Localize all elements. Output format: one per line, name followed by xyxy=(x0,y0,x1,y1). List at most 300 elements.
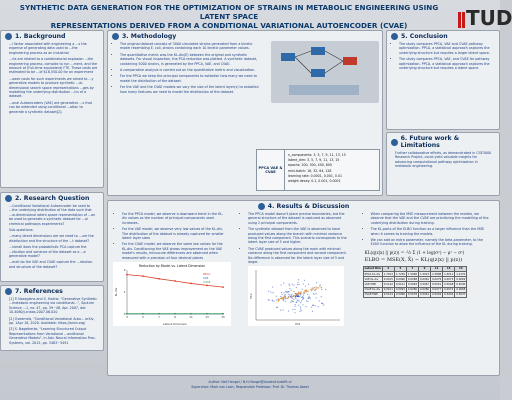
scatter-point xyxy=(295,296,296,297)
scatter-point xyxy=(325,289,326,290)
paragraph: ...rts are related to a combinatorial explosion ...the engineering process, complex to run ...ment, and the amount of (Full-time equivalent) FTE. These costs are estimated to be ...of $18,550.00 for an experiment xyxy=(9,57,98,75)
data-point xyxy=(190,313,192,315)
scatter-point xyxy=(293,299,294,300)
paragraph: Further collaborative efforts, as demonstrated in CSE3000 Research Project, could yield valuable insights for advancing computational pathway optimization in metabolic engineering. xyxy=(395,151,492,169)
scatter-point xyxy=(295,304,296,305)
scatter-point xyxy=(306,301,307,302)
scatter-point xyxy=(273,301,274,302)
table-cell: 1.3011 xyxy=(444,272,454,276)
results-col2-list xyxy=(236,212,353,264)
scatter-point xyxy=(296,287,297,288)
scatter-point xyxy=(268,291,269,292)
scatter-point xyxy=(290,302,291,303)
conclusion-header xyxy=(387,31,499,42)
scatter-point xyxy=(292,284,293,285)
scatter-point xyxy=(298,280,299,281)
table-head: PPCA VAE & CVAE xyxy=(257,150,285,190)
scatter-point xyxy=(319,301,320,302)
scatter-point xyxy=(305,286,306,287)
methodology-section xyxy=(107,30,383,196)
scatter-point xyxy=(319,285,320,286)
x-tick-label: 15 xyxy=(221,315,225,320)
scatter-point xyxy=(299,296,300,297)
references-section xyxy=(0,285,104,351)
table-cell: CVAE KL-div xyxy=(363,287,382,292)
data-point xyxy=(206,313,208,315)
scatter-point xyxy=(302,296,303,297)
result-item: • For the CVAE model, we observe the same low values for the KL-div. Conditioning the VAE shows improvement on the VAE model's results, minuscule differences are observed when measured with a precision of four decimal places xyxy=(122,242,225,260)
scatter-point xyxy=(307,291,308,292)
footer xyxy=(0,380,500,390)
scatter-point xyxy=(312,288,313,289)
table-cell: 0.5061 xyxy=(420,293,430,297)
y-tick-label: 1 xyxy=(123,290,126,295)
scatter-point xyxy=(297,285,298,286)
table-row: epochs: 200, 300, 400, 600 xyxy=(288,163,332,168)
scatter-point xyxy=(306,306,307,307)
table-row: n_components: 3, 5, 7, 9, 11, 13, 15 xyxy=(288,153,346,157)
node xyxy=(311,69,325,77)
x-axis-label: Latent dimension xyxy=(162,322,188,327)
edge xyxy=(325,51,343,61)
scatter-point xyxy=(307,301,308,302)
scatter-point xyxy=(316,293,317,294)
scatter-point xyxy=(303,284,304,285)
scatter-point xyxy=(298,293,299,294)
table-cell: 0.5078 xyxy=(407,293,417,297)
scatter-point xyxy=(303,295,304,296)
column-header: 3 xyxy=(382,266,394,271)
scatter-point xyxy=(319,286,320,287)
section-icon xyxy=(5,288,12,295)
section-icon xyxy=(391,139,398,146)
scatter-point xyxy=(301,301,302,302)
title-line-2: REPRESENTATIONS DERIVED FROM A CONDITIONAL VARIATIONAL AUTOENCODER (CVAE) xyxy=(50,21,408,30)
y-tick-label: 2 xyxy=(123,268,126,273)
table-cell: 0.5083 xyxy=(407,283,417,286)
section-icon xyxy=(5,195,12,202)
scatter-point xyxy=(283,293,284,294)
scatter-point xyxy=(270,292,271,293)
table-row: weight decay: 0.1, 0.001, 0.0001 xyxy=(288,179,341,184)
table-rows xyxy=(285,150,379,190)
scatter-point xyxy=(272,287,273,288)
scatter-point xyxy=(297,294,298,295)
x-tick-label: 13 xyxy=(205,315,209,320)
legend-entry: VAE xyxy=(203,276,209,281)
table-cell: 0.0073 xyxy=(444,277,454,281)
scatter-point xyxy=(288,311,289,312)
data-point xyxy=(190,283,192,285)
table-cell: 0.5051 xyxy=(432,283,442,286)
scatter-point xyxy=(279,299,280,300)
scatter-point xyxy=(283,299,284,300)
scatter-point xyxy=(316,283,317,284)
chart-background xyxy=(113,262,231,326)
scatter-point xyxy=(277,307,278,308)
x-tick-label: 3 xyxy=(126,315,128,320)
scatter-point xyxy=(312,311,313,312)
block xyxy=(289,85,359,95)
scatter-point xyxy=(313,294,314,295)
scatter-point xyxy=(309,297,310,298)
methodology-item: • The quantitative metric was the KL-div(E) between the original and synthetic datasets. For visual inspection, the PCA reduction was plotted. A synthetic dataset, containing 5000 strains, is generated by the PPCA, VAE, and CVAE. xyxy=(120,53,263,66)
scatter-point xyxy=(289,295,290,296)
background-title: 1. Background xyxy=(15,33,66,40)
conclusion-title: 5. Conclusion xyxy=(401,33,448,40)
scatter-point xyxy=(298,305,299,306)
metrics-table xyxy=(363,266,468,298)
scatter-point xyxy=(308,298,309,299)
footer-author: Author: Neli Hangel / N.H.Hangel@student.tudelft.nl xyxy=(208,380,292,384)
background-header xyxy=(1,31,103,42)
scatter-point xyxy=(285,301,286,302)
scatter-point xyxy=(300,307,301,308)
table-cell: CVAE MSE xyxy=(363,292,382,297)
scatter-point xyxy=(296,296,297,297)
scatter-point xyxy=(285,295,286,296)
logo-bar xyxy=(462,12,465,28)
scatter-point xyxy=(304,280,305,281)
result-item: • The KL-parts of the ELBO function as a larger influence than the MSE when it comes to training the models. xyxy=(371,227,492,236)
conclusion-list xyxy=(387,42,499,70)
conclusion-item: • The study compares PPCA, VAE, and CVAE for pathway optimization. PPCA, a statistical approach captures the underlying structure but requires a latent space. xyxy=(399,57,494,70)
scatter-point xyxy=(282,310,283,311)
scatter-point xyxy=(272,301,273,302)
scatter-point xyxy=(303,292,304,293)
results-col-2 xyxy=(236,212,353,330)
column-header: 5 xyxy=(394,266,406,271)
scatter-point xyxy=(276,300,277,301)
result-item: • The CVAE produced values along the main with minimal variance along the first component and second component. No difference is observed for the latent layer size of 5 and larger. xyxy=(248,247,348,265)
scatter-point xyxy=(301,292,302,293)
scatter-point xyxy=(288,297,289,298)
paragraph: ...erall do the VAE and CVAE capture the ...ribution and structure of the dataset? xyxy=(9,260,93,269)
table-cell: 0.0105 xyxy=(383,277,393,281)
scatter-point xyxy=(323,305,324,306)
future-title: 6. Future work & Limitations xyxy=(400,135,460,149)
research-header xyxy=(1,193,103,204)
scatter-point xyxy=(318,288,319,289)
table-cell: 1.3898 xyxy=(432,272,442,276)
pca-scatter-plot xyxy=(248,266,344,326)
scatter-point xyxy=(293,297,294,298)
table-cell: 1.7236 xyxy=(395,272,405,276)
scatter-point xyxy=(276,307,277,308)
future-body xyxy=(387,151,499,169)
scatter-point xyxy=(295,295,296,296)
table-row: learning rate: 0.0001, 0.001, 0.01 xyxy=(288,173,343,178)
scatter-point xyxy=(268,299,269,300)
data-point xyxy=(174,313,176,315)
result-item: • For the PPCA model, we observe a downward trend in the KL-div values as the number of principal components used increases. xyxy=(122,212,225,225)
scatter-point xyxy=(288,292,289,293)
section-icon xyxy=(258,203,265,210)
scatter-point xyxy=(300,295,301,296)
table-cell: 0.0069 xyxy=(456,277,466,281)
table-cell: 0.5037 xyxy=(456,293,466,297)
results-col-3 xyxy=(359,212,497,330)
paragraph: ...onal Autoencoders (VAE) are generative ...s that can be extended using conditional ...ation to generate a synthetic dataset[2]. xyxy=(9,100,92,114)
scatter-point xyxy=(290,296,291,297)
scatter-point xyxy=(280,296,281,297)
references-title: 7. References xyxy=(15,288,63,295)
scatter-point xyxy=(316,298,317,299)
legend-entry: PPCA xyxy=(203,272,211,277)
data-point xyxy=(123,312,128,317)
table-cell: VAE MSE xyxy=(363,282,382,287)
methodology-item: • The original dataset consists of 3000 simulated strains generated from a kinetic model resembling E. coli, strains containing each 10 kinetic parameter values. xyxy=(120,42,263,51)
x-tick-label: 11 xyxy=(189,315,193,320)
scatter-point xyxy=(289,286,290,287)
background-section xyxy=(0,30,104,188)
section-icon xyxy=(112,33,119,40)
scatter-point xyxy=(292,301,293,302)
scatter-point xyxy=(310,289,311,290)
scatter-point xyxy=(303,293,304,294)
table-cell: 0.0093 xyxy=(395,288,405,292)
x-tick-label: 9 xyxy=(174,315,176,320)
scatter-point xyxy=(299,301,300,302)
x-tick-label: 7 xyxy=(158,315,160,320)
methodology-title: 3. Methodology xyxy=(122,33,177,40)
column-header: 11 xyxy=(431,266,443,271)
scatter-point xyxy=(292,298,293,299)
future-header xyxy=(387,133,499,151)
scatter-point xyxy=(294,309,295,310)
scatter-point xyxy=(294,306,295,307)
scatter-point xyxy=(293,292,294,293)
scatter-point xyxy=(311,307,312,308)
scatter-point xyxy=(308,291,309,292)
table-row: mini-batch: 16, 32, 64, 128 xyxy=(288,168,332,173)
table-cell: 0.0096 xyxy=(395,277,405,281)
data-point xyxy=(158,313,160,315)
scatter-point xyxy=(300,293,301,294)
data-point xyxy=(142,275,144,277)
elbo-equation: ELBO = MSE(X, X̂) − KL(q(z|x) || p(z)) xyxy=(364,256,463,263)
scatter-point xyxy=(292,309,293,310)
methodology-item: • A comparative analysis is carried out on the quantitative metric and visualization. xyxy=(120,68,263,72)
scatter-point xyxy=(269,300,270,301)
scatter-point xyxy=(302,305,303,306)
research-section xyxy=(0,192,104,282)
scatter-point xyxy=(314,291,315,292)
paragraph: ...Conditional Variational Autoencoder be used to ...the underlying distribution of the data such that ...w-dimensional latent space representation of ...an be used to generate a synthetic dataset for ...al chemical pathways experiments? xyxy=(9,204,96,226)
scatter-point xyxy=(297,282,298,283)
scatter-point xyxy=(300,309,301,310)
table-cell: 0.5142 xyxy=(383,283,393,286)
scatter-point xyxy=(291,296,292,297)
scatter-point xyxy=(302,299,303,300)
scatter-point xyxy=(285,296,286,297)
table-cell: 0.0072 xyxy=(444,288,454,292)
scatter-point xyxy=(291,294,292,295)
scatter-point xyxy=(308,296,309,297)
scatter-point xyxy=(276,296,277,297)
footer-supervisor: Supervisor: Mark van Loon, Responsible Professor: Prof. Dr. Thomas Abeel xyxy=(191,385,309,389)
title-line-1: SYNTHETIC DATA GENERATION FOR THE OPTIMIZATION OF STRAINS IN METABOLIC ENGINEERING USING LATENT SPACE xyxy=(19,3,439,21)
paragraph: ...l factor associated with engineering a ...s the expense of generating data used to ...the engineering process as an industrial xyxy=(9,42,87,55)
scatter-point xyxy=(311,291,312,292)
background-body xyxy=(1,42,103,114)
scatter-point xyxy=(322,304,323,305)
scatter-point xyxy=(313,290,314,291)
table-cell: 0.5067 xyxy=(420,283,430,286)
scatter-point xyxy=(300,303,301,304)
data-point xyxy=(206,285,208,287)
scatter-point xyxy=(291,295,292,296)
scatter-point xyxy=(315,306,316,307)
table-cell: 0.0077 xyxy=(432,288,442,292)
table-cell: VAE KL-div xyxy=(363,277,382,282)
scatter-point xyxy=(272,293,273,294)
scatter-point xyxy=(321,297,322,298)
paragraph: ...ower costs for such experiments we aimed to ...y generative models to produce synthetic ...al-dimensional search space representations ...ges by modelling the underlying distribution ...ics of a dataset. xyxy=(9,76,94,99)
scatter-point xyxy=(283,297,284,298)
table-row xyxy=(363,292,467,297)
table-cell: 0.0068 xyxy=(456,288,466,292)
kl-equation: KL(q(z|x) || p(z)) = -½ Σ (1 + log(σ²) − μ² − σ²) xyxy=(364,249,465,255)
result-item: • The PPCA model doesn't place precise boundaries, but the general structure of the dataset is captured as observed using 2 principal components. xyxy=(248,212,348,225)
scatter-point xyxy=(298,300,299,301)
scatter-point xyxy=(321,289,322,290)
scatter-point xyxy=(315,287,316,288)
paragraph: ...iverall does the probabilistic PCA capture the ...ribution and variance of the dataset as a ...e generative model? xyxy=(9,245,87,259)
reference-item: [1] P. Naseglens and S. Hodne, "Generative Synthetic ...metabolic engineering via conditional...", Sputum Science ...1, no. 47, pp. 39~48, Apr. 2007, doi: 10.4080/j.cnbos.2007.06.020 xyxy=(9,297,98,315)
node xyxy=(343,57,357,65)
scatter-point xyxy=(280,285,281,286)
scatter-point xyxy=(285,292,286,293)
x-tick-label: 5 xyxy=(142,315,144,320)
column-header: 9 xyxy=(419,266,431,271)
column-header: 13 xyxy=(443,266,455,271)
table-cell: 0.0088 xyxy=(407,277,417,281)
scatter-point xyxy=(280,310,281,311)
scatter-point xyxy=(301,310,302,311)
poster-title xyxy=(14,3,444,30)
kl-line-chart xyxy=(113,262,231,326)
scatter-point xyxy=(316,287,317,288)
references-header xyxy=(1,286,103,297)
results-col1-list xyxy=(110,212,230,260)
scatter-point xyxy=(308,284,309,285)
paragraph: Sub-questions: xyxy=(9,228,34,233)
scatter-point xyxy=(301,294,302,295)
scatter-point xyxy=(321,287,322,288)
scatter-point xyxy=(295,293,296,294)
reference-item: [3] S. Nagelkerke, "Learning Structured Output Representations from Variational ...onditional Generative Models", in Adv. Neural Information Proc. Systems, vol. 2015, pp. 3483~3491 xyxy=(9,327,96,345)
table-cell: PPCA KL-div xyxy=(363,272,382,277)
table-cell: 1.7913 xyxy=(383,272,393,276)
y-axis-label: PC2 xyxy=(249,293,253,300)
scatter-point xyxy=(293,285,294,286)
result-item: • The synthetic dataset from the VAE is observed to have produced values along the branch with minimal variance along the first component. This scenario corresponds to the latent layer size of 5 and higher. xyxy=(248,227,348,245)
section-icon xyxy=(5,33,12,40)
scatter-point xyxy=(295,298,296,299)
results-col-1 xyxy=(110,212,230,330)
scatter-point xyxy=(288,284,289,285)
scatter-point xyxy=(314,294,315,295)
table-cell: 0.0081 xyxy=(420,277,430,281)
scatter-point xyxy=(283,301,284,302)
result-item: • For the VAE model, we observe very low values of the KL-div. The distribution of the dataset is already captured for smaller latent layer sizes xyxy=(122,227,225,240)
table-cell: 0.5040 xyxy=(456,283,466,286)
scatter-point xyxy=(318,307,319,308)
data-point xyxy=(174,280,176,282)
table-cell: 0.5096 xyxy=(395,293,405,297)
scatter-point xyxy=(282,298,283,299)
scatter-point xyxy=(314,287,315,288)
data-point xyxy=(158,278,160,280)
scatter-point xyxy=(303,298,304,299)
results-col3-list xyxy=(359,212,497,247)
table-cell: 0.5044 xyxy=(444,293,454,297)
references-body xyxy=(1,297,103,345)
table-row: latent_dim: 3, 5, 7, 9, 11, 13, 15 xyxy=(288,158,340,163)
scatter-point xyxy=(301,297,302,298)
scatter-point xyxy=(280,298,281,299)
column-header: 7 xyxy=(406,266,418,271)
conclusion-item: • The study compares PPCA, VAE and CVAE pathway optimization. PPCA, a statistical approach captures the underlying structure but requires a larger latent space. xyxy=(399,42,494,55)
table-cell: 0.5101 xyxy=(395,283,405,286)
results-columns xyxy=(108,212,499,330)
pathway-diagram xyxy=(271,41,379,103)
table-cell: 1.5966 xyxy=(407,272,417,276)
scatter-point xyxy=(285,298,286,299)
x-axis-label: PC1 xyxy=(295,322,301,327)
scatter-point xyxy=(281,294,282,295)
edge xyxy=(295,51,311,57)
table-cell: 0.0086 xyxy=(407,288,417,292)
scatter-point xyxy=(300,292,301,293)
result-item: • We can add an extra parameter, namely the beta-parameter, to the ELBO function to allow the influence of the KL during training. xyxy=(371,238,492,247)
results-title: 4. Results & Discussion xyxy=(267,203,350,210)
scatter-point xyxy=(298,284,299,285)
future-section xyxy=(386,132,500,196)
logo-bar xyxy=(458,12,461,28)
table-cell: 0.0080 xyxy=(420,288,430,292)
scatter-point xyxy=(293,295,294,296)
data-point xyxy=(222,286,224,288)
data-point xyxy=(126,274,128,276)
table-cell: 0.5124 xyxy=(383,293,393,297)
hyperparameter-table xyxy=(256,149,380,191)
results-header xyxy=(108,201,499,212)
table-cell: 0.5048 xyxy=(444,283,454,286)
scatter-point xyxy=(289,288,290,289)
node xyxy=(311,47,325,55)
scatter-point xyxy=(283,283,284,284)
methodology-list xyxy=(108,42,268,94)
section-icon xyxy=(391,33,398,40)
methodology-item: • For the PPCA we keep the principal components to establish how many we need to model the distribution of the dataset. xyxy=(120,74,263,83)
scatter-point xyxy=(316,289,317,290)
scatter-point xyxy=(296,302,297,303)
methodology-item: • For the VAE and the CVAE models we vary the size of the latent layer(s) to establish how many features we need to model the distribution of the dataset. xyxy=(120,85,263,94)
table-cell: 0.5049 xyxy=(432,293,442,297)
scatter-point xyxy=(291,301,292,302)
legend-entry: CVAE xyxy=(203,280,211,285)
scatter-point xyxy=(299,311,300,312)
y-axis-label: KL-div xyxy=(114,287,118,297)
table-cell: 1.2170 xyxy=(456,272,466,276)
methodology-figure xyxy=(271,41,379,103)
scatter-point xyxy=(281,292,282,293)
table-cell: 1.5023 xyxy=(420,272,430,276)
scatter-point xyxy=(278,301,279,302)
data-point xyxy=(222,313,224,315)
